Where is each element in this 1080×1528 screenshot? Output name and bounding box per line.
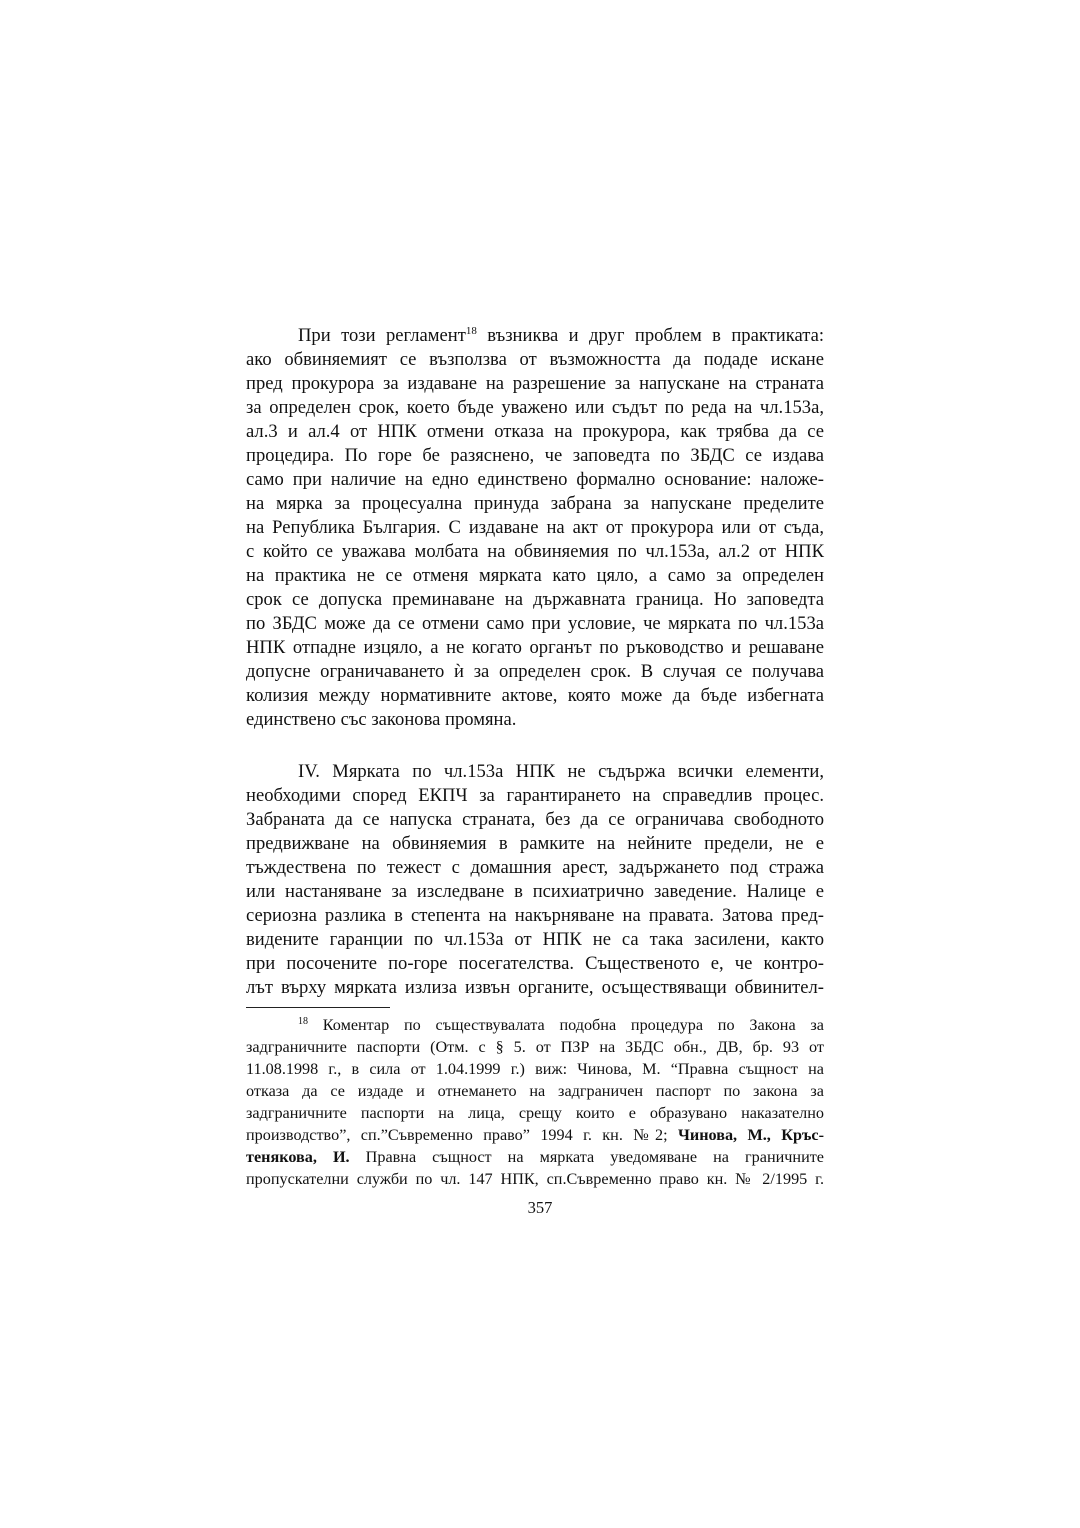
body-paragraph-2: [246, 760, 824, 1000]
footnote-reference[interactable]: 18: [465, 325, 477, 337]
page-number: 357: [527, 1198, 553, 1217]
text-line: ал.3 и ал.4 от НПК отмени отказа на прокурора, как трябва да се: [246, 421, 824, 442]
text-line: на практика не се отменя мярката като цяло, а само за определен: [246, 565, 824, 586]
text-line: необходими според ЕКПЧ за гарантирането на справедлив процес.: [246, 785, 824, 806]
text-line: за определен срок, което бъде уважено или съдът по реда на чл.153а,: [246, 397, 824, 418]
text-line: процедира. По горе бе разяснено, че заповедта по ЗБДС се издава: [246, 445, 824, 466]
text-line: на мярка за процесуална принуда забрана за напускане пределите: [246, 493, 824, 514]
footnote-line: задграничните паспорти (Отм. с § 5. от ПЗР на ЗБДС обн., ДВ, бр. 93 от: [246, 1038, 824, 1056]
text-line: видените гаранции по чл.153а от НПК не са така засилени, както: [246, 929, 824, 950]
citation-authors: Чинова, М., Кръс-: [678, 1126, 824, 1144]
text-line: допусне ограничаването ѝ за определен срок. В случая се получава: [246, 661, 824, 682]
text-line: сериозна разлика в степента на накърняване на правата. Затова пред-: [246, 905, 824, 926]
footnote-line: производство”, сп.”Съвременно право” 1994 г. кн. №2; Чинова, М., Кръс-: [246, 1126, 824, 1144]
text-line: тъждествена по тежест с домашния арест, задържането под стража: [246, 857, 824, 878]
body-paragraph-1: [246, 324, 824, 732]
text-line: само при наличие на едно единствено формално основание: наложе-: [246, 469, 824, 490]
text-line: с който се уважава молбата на обвиняемия по чл.153а, ал.2 от НПК: [246, 541, 824, 562]
footnote-line: отказа да се издаде и отнемането на задграничен паспорт по закона за: [246, 1082, 824, 1100]
text-line: пред прокурора за издаване на разрешение за напускане на страната: [246, 373, 824, 394]
text-line: при посочените по-горе посегателства. Същественото е, че контро-: [246, 953, 824, 974]
text-line: на Република България. С издаване на акт от прокурора или от съда,: [246, 517, 824, 538]
footnote-line: $^{18}$ Коментар по съществувалата подобна процедура по Закона за: [298, 1016, 824, 1034]
text-line: срок се допуска преминаване на държавната граница. Но заповедта: [246, 589, 824, 610]
footnote-line: тенякова, И. Правна същност на мярката уведомяване на граничните: [246, 1148, 824, 1166]
footnote-separator: [246, 1007, 390, 1008]
text-line: единствено със законова промяна.: [246, 709, 517, 730]
text-line: лът върху мярката излиза извън органите, осъществяващи обвинител-: [246, 977, 824, 998]
text-line: При този регламент$^{18}$ възниква и друг проблем в практиката:: [298, 325, 824, 346]
text-line: Забраната да се напуска страната, без да се ограничава свободното: [246, 809, 824, 830]
citation-authors: тенякова, И.: [246, 1148, 350, 1166]
text-line: ако обвиняемият се възползва от възможността да подаде искане: [246, 349, 824, 370]
footnote-number: 18: [298, 1016, 308, 1027]
text-line: IV. Мярката по чл.153а НПК не съдържа всички елементи,: [298, 761, 824, 782]
text-line: НПК отпадне изцяло, а не когато органът по ръководство и решаване: [246, 637, 824, 658]
text-line: предвижване на обвиняемия в рамките на нейните предели, не е: [246, 833, 824, 854]
footnote-line: задграничните паспорти на лица, срещу които е образувано наказателно: [246, 1104, 824, 1122]
footnote-line: 11.08.1998 г., в сила от 1.04.1999 г.) виж: Чинова, М. “Правна същност на: [246, 1060, 824, 1078]
footnote: [246, 1014, 824, 1190]
text-line: колизия между нормативните актове, която може да бъде избегната: [246, 685, 824, 706]
text-line: по ЗБДС може да се отмени само при условие, че мярката по чл.153а: [246, 613, 824, 634]
text-line: или настаняване за изследване в психиатрично заведение. Налице е: [246, 881, 824, 902]
footnote-line: пропускателни служби по чл. 147 НПК, сп.Съвременно право кн. № 2/1995 г.: [246, 1170, 824, 1188]
